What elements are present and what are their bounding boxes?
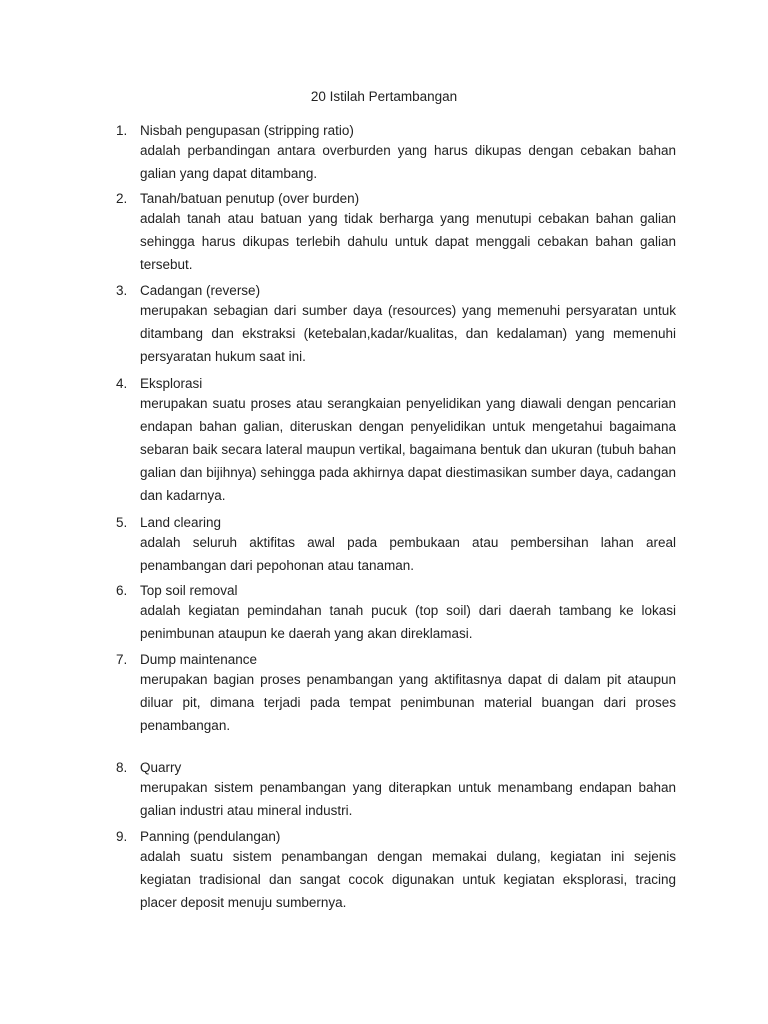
term-number: 6. [116, 583, 128, 598]
term-number: 5. [116, 515, 128, 530]
term-number: 7. [116, 652, 128, 667]
term-number: 2. [116, 191, 128, 206]
term-name: Tanah/batuan penutup (over burden) [140, 191, 360, 206]
term-number: 4. [116, 376, 128, 391]
document-title: 20 Istilah Pertambangan [310, 89, 458, 104]
term-item-1 [116, 123, 676, 185]
term-item-2 [116, 191, 676, 276]
term-item-7 [116, 652, 676, 737]
term-name: Dump maintenance [140, 652, 258, 667]
term-name: Top soil removal [140, 583, 238, 598]
term-item-4 [116, 376, 676, 507]
term-number: 8. [116, 760, 128, 775]
term-item-8 [116, 760, 676, 822]
term-definition: adalah kegiatan pemindahan tanah pucuk (top soil) dari daerah tambang ke lokasi penimbunan ataupun ke daerah yang akan direklamasi. [140, 603, 676, 641]
term-definition: merupakan sistem penambangan yang diterapkan untuk menambang endapan bahan galian industri atau mineral industri. [140, 780, 676, 818]
term-item-6 [116, 583, 676, 645]
term-name: Panning (pendulangan) [140, 829, 281, 844]
term-name: Eksplorasi [140, 376, 203, 391]
term-number: 9. [116, 829, 128, 844]
term-item-3 [116, 283, 676, 368]
term-definition: merupakan suatu proses atau serangkaian penyelidikan yang diawali dengan pencarian endapan bahan galian, diteruskan dengan penyelidikan untuk mengetahui bagaimana sebaran baik secara lateral maupun vertikal, bagaimana bentuk dan ukuran (tubuh bahan galian dan bijihnya) sehingga pada akhirnya dapat diestimasikan sumber daya, cadangan dan kadarnya. [140, 396, 676, 503]
term-item-5 [116, 515, 676, 577]
term-name: Cadangan (reverse) [140, 283, 261, 298]
term-name: Land clearing [140, 515, 222, 530]
term-name: Nisbah pengupasan (stripping ratio) [140, 123, 354, 138]
term-name: Quarry [140, 760, 182, 775]
term-definition: adalah tanah atau batuan yang tidak berharga yang menutupi cebakan bahan galian sehingga harus dikupas terlebih dahulu untuk dapat menggali cebakan bahan galian tersebut. [140, 211, 676, 272]
term-number: 1. [116, 123, 128, 138]
term-number: 3. [116, 283, 128, 298]
term-item-9 [116, 829, 676, 914]
term-definition: merupakan bagian proses penambangan yang aktifitasnya dapat di dalam pit ataupun diluar pit, dimana terjadi pada tempat penimbunan material buangan dari proses penambangan. [140, 672, 676, 733]
term-definition: adalah seluruh aktifitas awal pada pembukaan atau pembersihan lahan areal penambangan dari pepohonan atau tanaman. [140, 535, 676, 573]
term-definition: adalah perbandingan antara overburden yang harus dikupas dengan cebakan bahan galian yang dapat ditambang. [140, 143, 676, 181]
term-definition: merupakan sebagian dari sumber daya (resources) yang memenuhi persyaratan untuk ditambang dan ekstraksi (ketebalan,kadar/kualitas, dan kedalaman) yang memenuhi persyaratan hukum saat ini. [140, 303, 676, 364]
term-definition: adalah suatu sistem penambangan dengan memakai dulang, kegiatan ini sejenis kegiatan tradisional dan sangat cocok digunakan untuk kegiatan eksplorasi, tracing placer deposit menuju sumbernya. [140, 849, 676, 910]
